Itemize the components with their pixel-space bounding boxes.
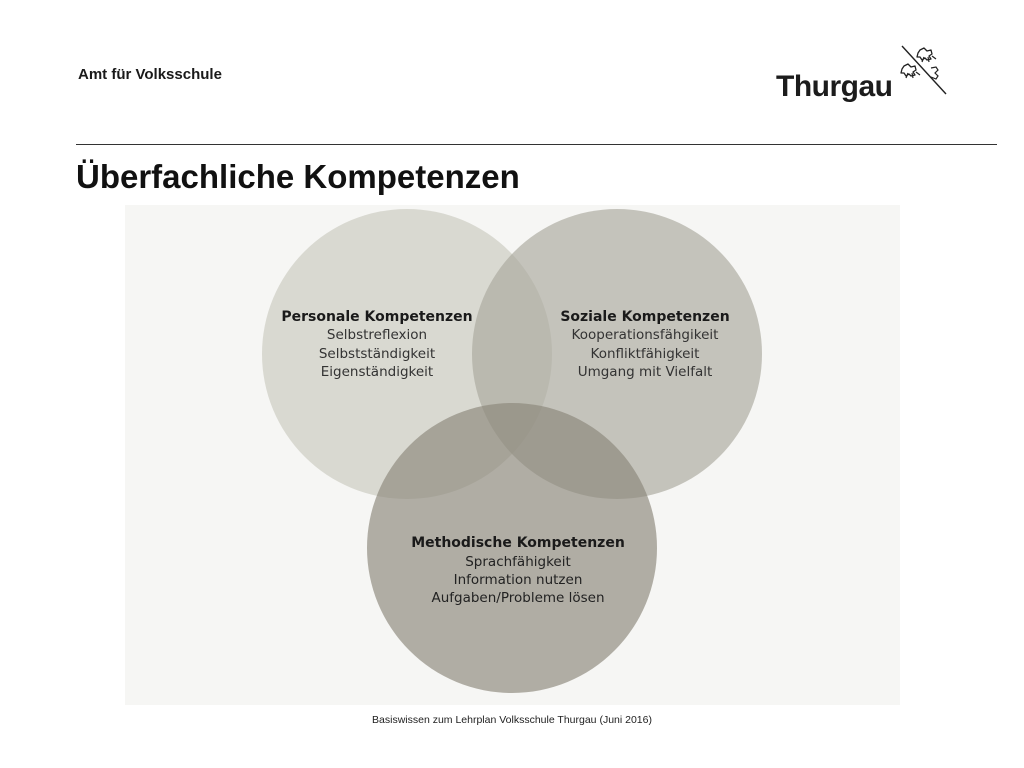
social-item: Kooperationsfähgikeit [571,327,719,343]
social-item: Umgang mit Vielfalt [577,364,713,380]
header-divider [76,144,997,145]
logo-wordmark: Thurgau [776,70,893,103]
page-title: Überfachliche Kompetenzen [76,158,520,195]
personal-item: Selbstreflexion [326,327,428,343]
organization-name: Amt für Volksschule [78,66,222,83]
personal-item: Selbstständigkeit [318,346,436,362]
lion-crest-icon [898,44,950,96]
source-caption: Basiswissen zum Lehrplan Volksschule Thurgau (Juni 2016) [372,714,652,726]
method-item: Aufgaben/Probleme lösen [431,590,605,606]
venn-diagram [125,205,900,705]
personal-item: Eigenständigkeit [320,364,434,380]
personal-heading: Personale Kompetenzen [281,309,473,325]
method-item: Information nutzen [453,572,583,588]
social-heading: Soziale Kompetenzen [560,309,730,325]
method-item: Sprachfähigkeit [465,554,571,570]
method-heading: Methodische Kompetenzen [411,535,625,551]
social-item: Konfliktfähigkeit [590,346,700,362]
thurgau-logo [776,44,956,108]
